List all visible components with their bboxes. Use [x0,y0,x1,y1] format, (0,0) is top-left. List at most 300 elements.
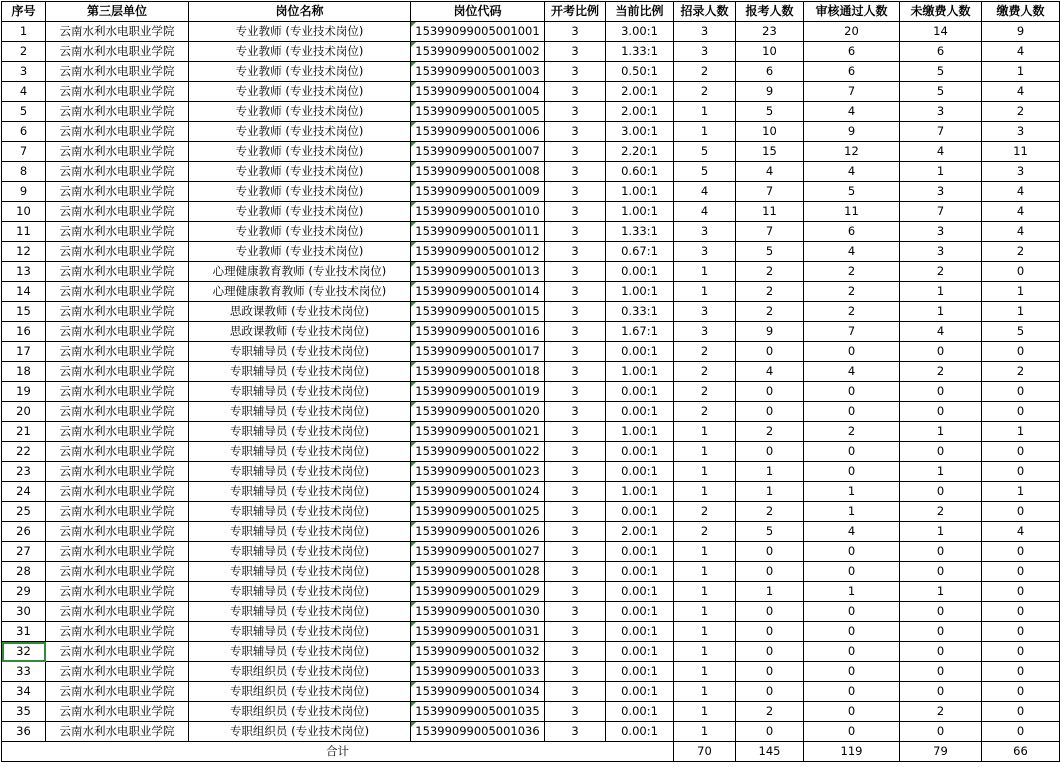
cell-col-paid[interactable]: 2 [982,362,1060,382]
cell-col-serial[interactable]: 21 [2,422,46,442]
cell-col-quota[interactable]: 3 [674,322,736,342]
cell-col-exam-ratio[interactable]: 3 [545,542,606,562]
cell-col-paid[interactable]: 0 [982,502,1060,522]
cell-col-unpaid[interactable]: 0 [900,402,982,422]
cell-col-position-name[interactable]: 专职辅导员 (专业技术岗位) [189,502,411,522]
cell-col-approved[interactable]: 0 [804,602,900,622]
cell-col-approved[interactable]: 4 [804,102,900,122]
cell-col-paid[interactable]: 0 [982,662,1060,682]
cell-col-exam-ratio[interactable]: 3 [545,222,606,242]
cell-col-quota[interactable]: 3 [674,242,736,262]
cell-col-current-ratio[interactable]: 0.00:1 [606,682,674,702]
total-applicants[interactable]: 145 [736,742,804,762]
cell-col-quota[interactable]: 2 [674,522,736,542]
cell-col-approved[interactable]: 0 [804,702,900,722]
cell-col-serial[interactable]: 29 [2,582,46,602]
cell-col-current-ratio[interactable]: 1.00:1 [606,482,674,502]
cell-col-paid[interactable]: 1 [982,482,1060,502]
cell-col-current-ratio[interactable]: 0.50:1 [606,62,674,82]
cell-col-applicants[interactable]: 0 [736,542,804,562]
cell-col-applicants[interactable]: 0 [736,382,804,402]
cell-col-applicants[interactable]: 11 [736,202,804,222]
cell-col-approved[interactable]: 2 [804,302,900,322]
cell-col-quota[interactable]: 2 [674,62,736,82]
cell-col-serial[interactable]: 13 [2,262,46,282]
cell-col-applicants[interactable]: 2 [736,702,804,722]
cell-col-exam-ratio[interactable]: 3 [545,382,606,402]
cell-col-applicants[interactable]: 23 [736,22,804,42]
cell-col-applicants[interactable]: 0 [736,622,804,642]
cell-col-current-ratio[interactable]: 2.00:1 [606,82,674,102]
cell-col-approved[interactable]: 12 [804,142,900,162]
cell-col-quota[interactable]: 5 [674,142,736,162]
cell-col-current-ratio[interactable]: 0.00:1 [606,402,674,422]
cell-col-approved[interactable]: 6 [804,222,900,242]
header-col-unit[interactable]: 第三层单位 [46,2,189,22]
cell-col-unit[interactable]: 云南水利水电职业学院 [46,642,189,662]
cell-col-position-code[interactable]: 15399099005001033 [411,662,545,682]
cell-col-unit[interactable]: 云南水利水电职业学院 [46,462,189,482]
cell-col-paid[interactable]: 9 [982,22,1060,42]
cell-col-exam-ratio[interactable]: 3 [545,662,606,682]
cell-col-serial[interactable]: 34 [2,682,46,702]
cell-col-quota[interactable]: 3 [674,42,736,62]
cell-col-applicants[interactable]: 0 [736,682,804,702]
cell-col-quota[interactable]: 2 [674,502,736,522]
cell-col-quota[interactable]: 3 [674,222,736,242]
cell-col-approved[interactable]: 0 [804,342,900,362]
header-col-current-ratio[interactable]: 当前比例 [606,2,674,22]
cell-col-position-name[interactable]: 专业教师 (专业技术岗位) [189,242,411,262]
cell-col-position-code[interactable]: 15399099005001026 [411,522,545,542]
cell-col-unit[interactable]: 云南水利水电职业学院 [46,382,189,402]
cell-col-applicants[interactable]: 7 [736,222,804,242]
cell-col-exam-ratio[interactable]: 3 [545,702,606,722]
cell-col-position-code[interactable]: 15399099005001010 [411,202,545,222]
cell-col-serial[interactable]: 22 [2,442,46,462]
cell-col-applicants[interactable]: 2 [736,422,804,442]
cell-col-unit[interactable]: 云南水利水电职业学院 [46,662,189,682]
total-label[interactable]: 合计 [2,742,674,762]
cell-col-exam-ratio[interactable]: 3 [545,22,606,42]
total-paid[interactable]: 66 [982,742,1060,762]
cell-col-approved[interactable]: 0 [804,682,900,702]
cell-col-current-ratio[interactable]: 1.33:1 [606,42,674,62]
cell-col-exam-ratio[interactable]: 3 [545,402,606,422]
cell-col-position-code[interactable]: 15399099005001014 [411,282,545,302]
cell-col-serial[interactable]: 8 [2,162,46,182]
cell-col-unpaid[interactable]: 0 [900,622,982,642]
cell-col-paid[interactable]: 4 [982,202,1060,222]
cell-col-current-ratio[interactable]: 1.00:1 [606,282,674,302]
cell-col-unpaid[interactable]: 3 [900,222,982,242]
cell-col-unit[interactable]: 云南水利水电职业学院 [46,342,189,362]
cell-col-unpaid[interactable]: 0 [900,662,982,682]
cell-col-serial[interactable]: 15 [2,302,46,322]
cell-col-unit[interactable]: 云南水利水电职业学院 [46,82,189,102]
cell-col-exam-ratio[interactable]: 3 [545,422,606,442]
cell-col-quota[interactable]: 1 [674,582,736,602]
cell-col-quota[interactable]: 1 [674,462,736,482]
cell-col-quota[interactable]: 1 [674,442,736,462]
cell-col-exam-ratio[interactable]: 3 [545,302,606,322]
cell-col-exam-ratio[interactable]: 3 [545,342,606,362]
cell-col-unit[interactable]: 云南水利水电职业学院 [46,102,189,122]
cell-col-exam-ratio[interactable]: 3 [545,642,606,662]
cell-col-position-name[interactable]: 专业教师 (专业技术岗位) [189,102,411,122]
cell-col-paid[interactable]: 0 [982,562,1060,582]
cell-col-quota[interactable]: 2 [674,382,736,402]
cell-col-current-ratio[interactable]: 2.00:1 [606,522,674,542]
cell-col-paid[interactable]: 4 [982,522,1060,542]
cell-col-quota[interactable]: 4 [674,202,736,222]
cell-col-position-name[interactable]: 专业教师 (专业技术岗位) [189,182,411,202]
cell-col-unpaid[interactable]: 1 [900,582,982,602]
cell-col-quota[interactable]: 1 [674,482,736,502]
cell-col-position-code[interactable]: 15399099005001006 [411,122,545,142]
cell-col-applicants[interactable]: 5 [736,102,804,122]
cell-col-quota[interactable]: 1 [674,642,736,662]
cell-col-paid[interactable]: 4 [982,42,1060,62]
cell-col-applicants[interactable]: 9 [736,322,804,342]
cell-col-unpaid[interactable]: 1 [900,282,982,302]
cell-col-exam-ratio[interactable]: 3 [545,142,606,162]
cell-col-approved[interactable]: 6 [804,42,900,62]
cell-col-position-name[interactable]: 专职组织员 (专业技术岗位) [189,722,411,742]
cell-col-unpaid[interactable]: 2 [900,502,982,522]
cell-col-applicants[interactable]: 10 [736,42,804,62]
cell-col-unpaid[interactable]: 0 [900,602,982,622]
cell-col-exam-ratio[interactable]: 3 [545,162,606,182]
cell-col-position-name[interactable]: 思政课教师 (专业技术岗位) [189,322,411,342]
cell-col-current-ratio[interactable]: 0.00:1 [606,442,674,462]
cell-col-unpaid[interactable]: 1 [900,162,982,182]
cell-col-paid[interactable]: 0 [982,342,1060,362]
cell-col-approved[interactable]: 4 [804,362,900,382]
cell-col-position-code[interactable]: 15399099005001013 [411,262,545,282]
cell-col-position-code[interactable]: 15399099005001025 [411,502,545,522]
cell-col-unpaid[interactable]: 3 [900,182,982,202]
cell-col-serial[interactable]: 28 [2,562,46,582]
cell-col-serial[interactable]: 35 [2,702,46,722]
cell-col-position-code[interactable]: 15399099005001002 [411,42,545,62]
cell-col-position-code[interactable]: 15399099005001029 [411,582,545,602]
cell-col-approved[interactable]: 0 [804,442,900,462]
cell-col-position-name[interactable]: 专职辅导员 (专业技术岗位) [189,562,411,582]
cell-col-quota[interactable]: 1 [674,422,736,442]
cell-col-serial[interactable]: 25 [2,502,46,522]
cell-col-position-code[interactable]: 15399099005001034 [411,682,545,702]
cell-col-current-ratio[interactable]: 3.00:1 [606,22,674,42]
cell-col-paid[interactable]: 0 [982,442,1060,462]
cell-col-unit[interactable]: 云南水利水电职业学院 [46,222,189,242]
total-quota[interactable]: 70 [674,742,736,762]
cell-col-unpaid[interactable]: 0 [900,382,982,402]
cell-col-unpaid[interactable]: 0 [900,442,982,462]
cell-col-approved[interactable]: 0 [804,402,900,422]
cell-col-serial[interactable]: 17 [2,342,46,362]
cell-col-serial[interactable]: 2 [2,42,46,62]
cell-col-unit[interactable]: 云南水利水电职业学院 [46,362,189,382]
cell-col-approved[interactable]: 7 [804,82,900,102]
cell-col-quota[interactable]: 2 [674,342,736,362]
cell-col-unpaid[interactable]: 5 [900,82,982,102]
cell-col-position-code[interactable]: 15399099005001009 [411,182,545,202]
cell-col-applicants[interactable]: 0 [736,402,804,422]
cell-col-unit[interactable]: 云南水利水电职业学院 [46,602,189,622]
total-unpaid[interactable]: 79 [900,742,982,762]
cell-col-position-name[interactable]: 专职组织员 (专业技术岗位) [189,702,411,722]
cell-col-unpaid[interactable]: 14 [900,22,982,42]
cell-col-paid[interactable]: 4 [982,222,1060,242]
cell-col-serial[interactable]: 16 [2,322,46,342]
cell-col-quota[interactable]: 2 [674,362,736,382]
cell-col-unpaid[interactable]: 4 [900,322,982,342]
cell-col-paid[interactable]: 0 [982,462,1060,482]
cell-col-exam-ratio[interactable]: 3 [545,722,606,742]
cell-col-position-name[interactable]: 专职辅导员 (专业技术岗位) [189,482,411,502]
cell-col-exam-ratio[interactable]: 3 [545,482,606,502]
cell-col-applicants[interactable]: 2 [736,262,804,282]
header-col-applicants[interactable]: 报考人数 [736,2,804,22]
cell-col-serial[interactable]: 20 [2,402,46,422]
cell-col-approved[interactable]: 0 [804,722,900,742]
cell-col-quota[interactable]: 2 [674,402,736,422]
cell-col-serial[interactable]: 32 [2,642,46,662]
cell-col-position-code[interactable]: 15399099005001011 [411,222,545,242]
cell-col-quota[interactable]: 1 [674,722,736,742]
cell-col-serial[interactable]: 18 [2,362,46,382]
cell-col-position-code[interactable]: 15399099005001015 [411,302,545,322]
cell-col-quota[interactable]: 1 [674,262,736,282]
cell-col-current-ratio[interactable]: 0.00:1 [606,722,674,742]
cell-col-current-ratio[interactable]: 0.00:1 [606,262,674,282]
cell-col-unpaid[interactable]: 6 [900,42,982,62]
cell-col-applicants[interactable]: 2 [736,302,804,322]
cell-col-approved[interactable]: 1 [804,582,900,602]
cell-col-paid[interactable]: 0 [982,382,1060,402]
cell-col-position-code[interactable]: 15399099005001032 [411,642,545,662]
cell-col-applicants[interactable]: 0 [736,722,804,742]
cell-col-position-code[interactable]: 15399099005001024 [411,482,545,502]
cell-col-approved[interactable]: 1 [804,482,900,502]
cell-col-paid[interactable]: 1 [982,282,1060,302]
cell-col-unpaid[interactable]: 1 [900,422,982,442]
header-col-paid[interactable]: 缴费人数 [982,2,1060,22]
cell-col-position-code[interactable]: 15399099005001021 [411,422,545,442]
cell-col-serial[interactable]: 24 [2,482,46,502]
cell-col-current-ratio[interactable]: 1.00:1 [606,362,674,382]
cell-col-current-ratio[interactable]: 0.00:1 [606,582,674,602]
cell-col-position-name[interactable]: 专职辅导员 (专业技术岗位) [189,362,411,382]
cell-col-exam-ratio[interactable]: 3 [545,122,606,142]
cell-col-approved[interactable]: 0 [804,462,900,482]
cell-col-serial[interactable]: 1 [2,22,46,42]
cell-col-serial[interactable]: 12 [2,242,46,262]
cell-col-position-code[interactable]: 15399099005001031 [411,622,545,642]
cell-col-unit[interactable]: 云南水利水电职业学院 [46,242,189,262]
cell-col-position-name[interactable]: 专业教师 (专业技术岗位) [189,162,411,182]
cell-col-serial[interactable]: 31 [2,622,46,642]
cell-col-position-name[interactable]: 专职辅导员 (专业技术岗位) [189,382,411,402]
cell-col-approved[interactable]: 0 [804,622,900,642]
cell-col-exam-ratio[interactable]: 3 [545,42,606,62]
cell-col-position-code[interactable]: 15399099005001001 [411,22,545,42]
cell-col-position-name[interactable]: 思政课教师 (专业技术岗位) [189,302,411,322]
cell-col-exam-ratio[interactable]: 3 [545,82,606,102]
cell-col-quota[interactable]: 2 [674,82,736,102]
cell-col-serial[interactable]: 33 [2,662,46,682]
cell-col-unit[interactable]: 云南水利水电职业学院 [46,562,189,582]
cell-col-position-code[interactable]: 15399099005001016 [411,322,545,342]
cell-col-position-code[interactable]: 15399099005001019 [411,382,545,402]
cell-col-exam-ratio[interactable]: 3 [545,562,606,582]
cell-col-exam-ratio[interactable]: 3 [545,602,606,622]
cell-col-applicants[interactable]: 6 [736,62,804,82]
cell-col-exam-ratio[interactable]: 3 [545,102,606,122]
cell-col-quota[interactable]: 3 [674,302,736,322]
cell-col-position-code[interactable]: 15399099005001023 [411,462,545,482]
cell-col-position-name[interactable]: 心理健康教育教师 (专业技术岗位) [189,282,411,302]
cell-col-unpaid[interactable]: 0 [900,562,982,582]
cell-col-position-code[interactable]: 15399099005001030 [411,602,545,622]
cell-col-paid[interactable]: 3 [982,162,1060,182]
cell-col-position-code[interactable]: 15399099005001036 [411,722,545,742]
cell-col-applicants[interactable]: 15 [736,142,804,162]
cell-col-approved[interactable]: 4 [804,242,900,262]
cell-col-position-name[interactable]: 专业教师 (专业技术岗位) [189,62,411,82]
cell-col-quota[interactable]: 1 [674,122,736,142]
cell-col-current-ratio[interactable]: 0.00:1 [606,662,674,682]
cell-col-serial[interactable]: 9 [2,182,46,202]
cell-col-unpaid[interactable]: 7 [900,122,982,142]
cell-col-applicants[interactable]: 7 [736,182,804,202]
cell-col-exam-ratio[interactable]: 3 [545,262,606,282]
cell-col-exam-ratio[interactable]: 3 [545,182,606,202]
cell-col-position-code[interactable]: 15399099005001008 [411,162,545,182]
cell-col-unit[interactable]: 云南水利水电职业学院 [46,62,189,82]
cell-col-quota[interactable]: 1 [674,542,736,562]
cell-col-current-ratio[interactable]: 0.00:1 [606,342,674,362]
cell-col-unit[interactable]: 云南水利水电职业学院 [46,542,189,562]
cell-col-exam-ratio[interactable]: 3 [545,282,606,302]
cell-col-exam-ratio[interactable]: 3 [545,522,606,542]
cell-col-approved[interactable]: 0 [804,662,900,682]
cell-col-position-name[interactable]: 专业教师 (专业技术岗位) [189,222,411,242]
cell-col-serial[interactable]: 27 [2,542,46,562]
cell-col-applicants[interactable]: 0 [736,642,804,662]
cell-col-serial[interactable]: 36 [2,722,46,742]
cell-col-position-code[interactable]: 15399099005001028 [411,562,545,582]
cell-col-paid[interactable]: 5 [982,322,1060,342]
header-col-unpaid[interactable]: 未缴费人数 [900,2,982,22]
cell-col-quota[interactable]: 1 [674,682,736,702]
cell-col-applicants[interactable]: 0 [736,662,804,682]
cell-col-unit[interactable]: 云南水利水电职业学院 [46,502,189,522]
cell-col-unpaid[interactable]: 1 [900,302,982,322]
cell-col-serial[interactable]: 23 [2,462,46,482]
cell-col-exam-ratio[interactable]: 3 [545,242,606,262]
cell-col-position-name[interactable]: 专业教师 (专业技术岗位) [189,22,411,42]
cell-col-applicants[interactable]: 0 [736,602,804,622]
total-approved[interactable]: 119 [804,742,900,762]
cell-col-paid[interactable]: 4 [982,182,1060,202]
cell-col-serial[interactable]: 3 [2,62,46,82]
cell-col-exam-ratio[interactable]: 3 [545,202,606,222]
cell-col-position-name[interactable]: 专职组织员 (专业技术岗位) [189,682,411,702]
cell-col-quota[interactable]: 1 [674,102,736,122]
header-col-exam-ratio[interactable]: 开考比例 [545,2,606,22]
cell-col-current-ratio[interactable]: 0.00:1 [606,562,674,582]
cell-col-unpaid[interactable]: 0 [900,342,982,362]
cell-col-paid[interactable]: 0 [982,542,1060,562]
cell-col-current-ratio[interactable]: 0.00:1 [606,602,674,622]
cell-col-applicants[interactable]: 4 [736,162,804,182]
cell-col-position-name[interactable]: 专职辅导员 (专业技术岗位) [189,342,411,362]
cell-col-paid[interactable]: 2 [982,242,1060,262]
cell-col-applicants[interactable]: 5 [736,242,804,262]
cell-col-unpaid[interactable]: 7 [900,202,982,222]
cell-col-quota[interactable]: 1 [674,702,736,722]
cell-col-approved[interactable]: 2 [804,422,900,442]
cell-col-exam-ratio[interactable]: 3 [545,322,606,342]
cell-col-unpaid[interactable]: 3 [900,242,982,262]
header-col-approved[interactable]: 审核通过人数 [804,2,900,22]
cell-col-unpaid[interactable]: 0 [900,542,982,562]
cell-col-serial[interactable]: 30 [2,602,46,622]
cell-col-unit[interactable]: 云南水利水电职业学院 [46,482,189,502]
cell-col-position-name[interactable]: 专职辅导员 (专业技术岗位) [189,542,411,562]
cell-col-serial[interactable]: 26 [2,522,46,542]
cell-col-unpaid[interactable]: 0 [900,482,982,502]
cell-col-position-name[interactable]: 专职辅导员 (专业技术岗位) [189,422,411,442]
cell-col-unpaid[interactable]: 1 [900,522,982,542]
cell-col-paid[interactable]: 0 [982,582,1060,602]
cell-col-unit[interactable]: 云南水利水电职业学院 [46,202,189,222]
cell-col-position-code[interactable]: 15399099005001007 [411,142,545,162]
cell-col-serial[interactable]: 7 [2,142,46,162]
cell-col-exam-ratio[interactable]: 3 [545,442,606,462]
cell-col-current-ratio[interactable]: 1.33:1 [606,222,674,242]
cell-col-approved[interactable]: 4 [804,162,900,182]
cell-col-position-code[interactable]: 15399099005001018 [411,362,545,382]
cell-col-serial[interactable]: 4 [2,82,46,102]
cell-col-applicants[interactable]: 0 [736,562,804,582]
cell-col-exam-ratio[interactable]: 3 [545,682,606,702]
cell-col-paid[interactable]: 0 [982,682,1060,702]
cell-col-approved[interactable]: 6 [804,62,900,82]
cell-col-applicants[interactable]: 9 [736,82,804,102]
cell-col-current-ratio[interactable]: 2.00:1 [606,102,674,122]
cell-col-unit[interactable]: 云南水利水电职业学院 [46,722,189,742]
cell-col-paid[interactable]: 0 [982,702,1060,722]
cell-col-paid[interactable]: 2 [982,102,1060,122]
cell-col-position-name[interactable]: 专业教师 (专业技术岗位) [189,82,411,102]
cell-col-unpaid[interactable]: 0 [900,722,982,742]
cell-col-current-ratio[interactable]: 1.00:1 [606,202,674,222]
cell-col-position-code[interactable]: 15399099005001020 [411,402,545,422]
cell-col-unpaid[interactable]: 0 [900,682,982,702]
header-col-position-code[interactable]: 岗位代码 [411,2,545,22]
cell-col-paid[interactable]: 0 [982,642,1060,662]
cell-col-unit[interactable]: 云南水利水电职业学院 [46,162,189,182]
cell-col-exam-ratio[interactable]: 3 [545,502,606,522]
cell-col-applicants[interactable]: 10 [736,122,804,142]
cell-col-applicants[interactable]: 1 [736,462,804,482]
cell-col-position-name[interactable]: 专业教师 (专业技术岗位) [189,42,411,62]
cell-col-position-code[interactable]: 15399099005001035 [411,702,545,722]
cell-col-approved[interactable]: 0 [804,562,900,582]
